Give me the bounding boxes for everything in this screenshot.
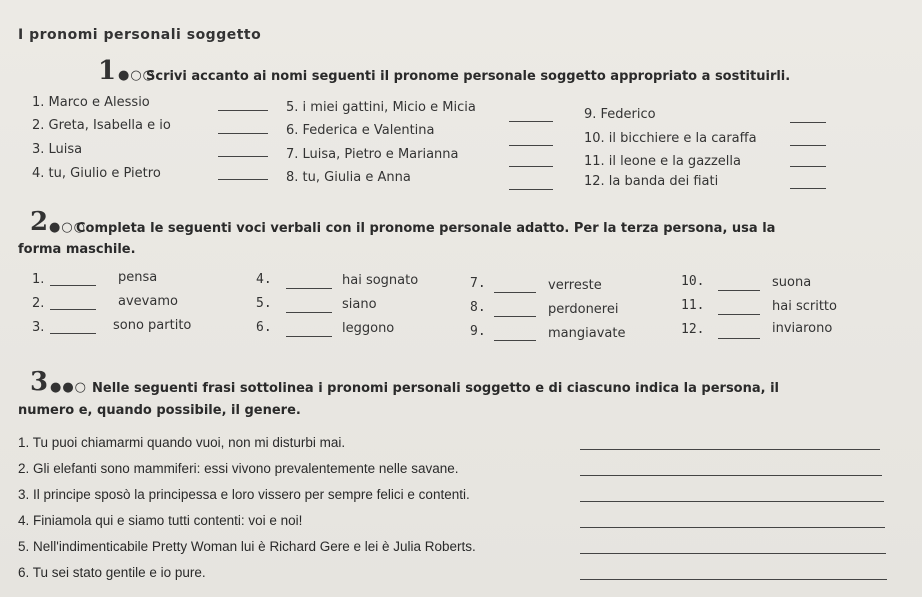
ex2-num: 7. [470,276,486,291]
ex3-sentence: 3. Il principe sposò la principessa e loro vissero per sempre felici e contenti. [18,487,470,502]
ex2-num: 1. [32,272,45,287]
ex1-item: 4. tu, Giulio e Pietro [32,166,161,181]
exercise-2-instruction: Completa le seguenti voci verbali con il pronome personale adatto. Per la terza persona, usa la [76,221,776,236]
ex1-item: 12. la banda dei fiati [584,174,719,189]
ex1-item: 10. il bicchiere e la caraffa [584,131,757,146]
ex2-num: 6. [256,320,272,335]
ex2-verb: hai scritto [772,299,837,314]
ex2-num: 9. [470,324,486,339]
answer-line[interactable] [218,133,268,134]
answer-line[interactable] [580,501,884,502]
ex2-num: 12. [681,322,705,337]
ex3-sentence: 5. Nell'indimenticabile Pretty Woman lui è Richard Gere e lei è Julia Roberts. [18,539,476,554]
answer-line[interactable] [494,316,536,317]
ex2-verb: avevamo [118,294,178,309]
ex2-num: 4. [256,272,272,287]
answer-line[interactable] [718,338,760,339]
answer-line[interactable] [580,475,882,476]
answer-line[interactable] [718,290,760,291]
ex1-item: 1. Marco e Alessio [32,95,150,110]
exercise-2-instruction-cont: forma maschile. [18,242,136,257]
exercise-2-difficulty: ●○○ [49,220,87,235]
ex3-sentence: 6. Tu sei stato gentile e io pure. [18,565,206,580]
answer-line[interactable] [286,336,332,337]
answer-line[interactable] [580,579,887,580]
answer-line[interactable] [286,312,332,313]
ex1-item: 8. tu, Giulia e Anna [286,170,411,185]
answer-line[interactable] [509,145,553,146]
answer-line[interactable] [580,527,885,528]
ex2-verb: siano [342,297,377,312]
exercise-2-number: 2 [30,207,49,237]
exercise-3-instruction-cont: numero e, quando possibile, il genere. [18,403,301,418]
answer-line[interactable] [494,340,536,341]
ex1-item: 11. il leone e la gazzella [584,154,741,169]
ex3-sentence: 4. Finiamola qui e siamo tutti contenti: voi e noi! [18,513,303,528]
answer-line[interactable] [218,156,268,157]
ex1-item: 3. Luisa [32,142,83,157]
answer-line[interactable] [50,333,96,334]
answer-line[interactable] [790,166,826,167]
exercise-1-instruction: Scrivi accanto ai nomi seguenti il pronome personale soggetto appropriato a sostituirli. [146,69,791,84]
ex2-num: 3. [32,320,45,335]
answer-line[interactable] [218,179,268,180]
answer-line[interactable] [50,285,96,286]
answer-line[interactable] [494,292,536,293]
ex2-verb: perdonerei [548,302,619,317]
answer-line[interactable] [580,449,880,450]
ex2-num: 11. [681,298,705,313]
ex2-num: 2. [32,296,45,311]
ex2-verb: verreste [548,278,602,293]
ex2-verb: suona [772,275,812,290]
ex1-item: 2. Greta, Isabella e io [32,118,171,133]
ex2-num: 10. [681,274,705,289]
answer-line[interactable] [790,145,826,146]
answer-line[interactable] [509,121,553,122]
answer-line[interactable] [790,188,826,189]
ex2-num: 8. [470,300,486,315]
ex1-item: 5. i miei gattini, Micio e Micia [286,100,476,115]
ex2-verb: leggono [342,321,395,336]
answer-line[interactable] [509,189,553,190]
answer-line[interactable] [509,166,553,167]
exercise-1-difficulty: ●○○ [118,68,156,83]
exercise-3-difficulty: ●●○ [50,380,88,395]
ex2-verb: mangiavate [548,326,626,341]
ex1-item: 6. Federica e Valentina [286,123,435,138]
ex2-verb: hai sognato [342,273,419,288]
ex2-verb: pensa [118,270,158,285]
ex2-verb: inviarono [772,321,833,336]
answer-line[interactable] [286,288,332,289]
ex2-verb: sono partito [113,318,192,333]
ex2-num: 5. [256,296,272,311]
ex3-sentence: 2. Gli elefanti sono mammiferi: essi vivono prevalentemente nelle savane. [18,461,459,476]
exercise-3-number: 3 [30,367,49,397]
page-title: I pronomi personali soggetto [18,27,262,43]
ex1-item: 9. Federico [584,107,656,122]
answer-line[interactable] [50,309,96,310]
answer-line[interactable] [218,110,268,111]
exercise-1-number: 1 [98,56,117,86]
answer-line[interactable] [790,122,826,123]
ex3-sentence: 1. Tu puoi chiamarmi quando vuoi, non mi disturbi mai. [18,435,346,450]
exercise-3-instruction: Nelle seguenti frasi sottolinea i pronomi personali soggetto e di ciascuno indica la persona, il [92,381,780,396]
answer-line[interactable] [580,553,886,554]
ex1-item: 7. Luisa, Pietro e Marianna [286,147,459,162]
answer-line[interactable] [718,314,760,315]
